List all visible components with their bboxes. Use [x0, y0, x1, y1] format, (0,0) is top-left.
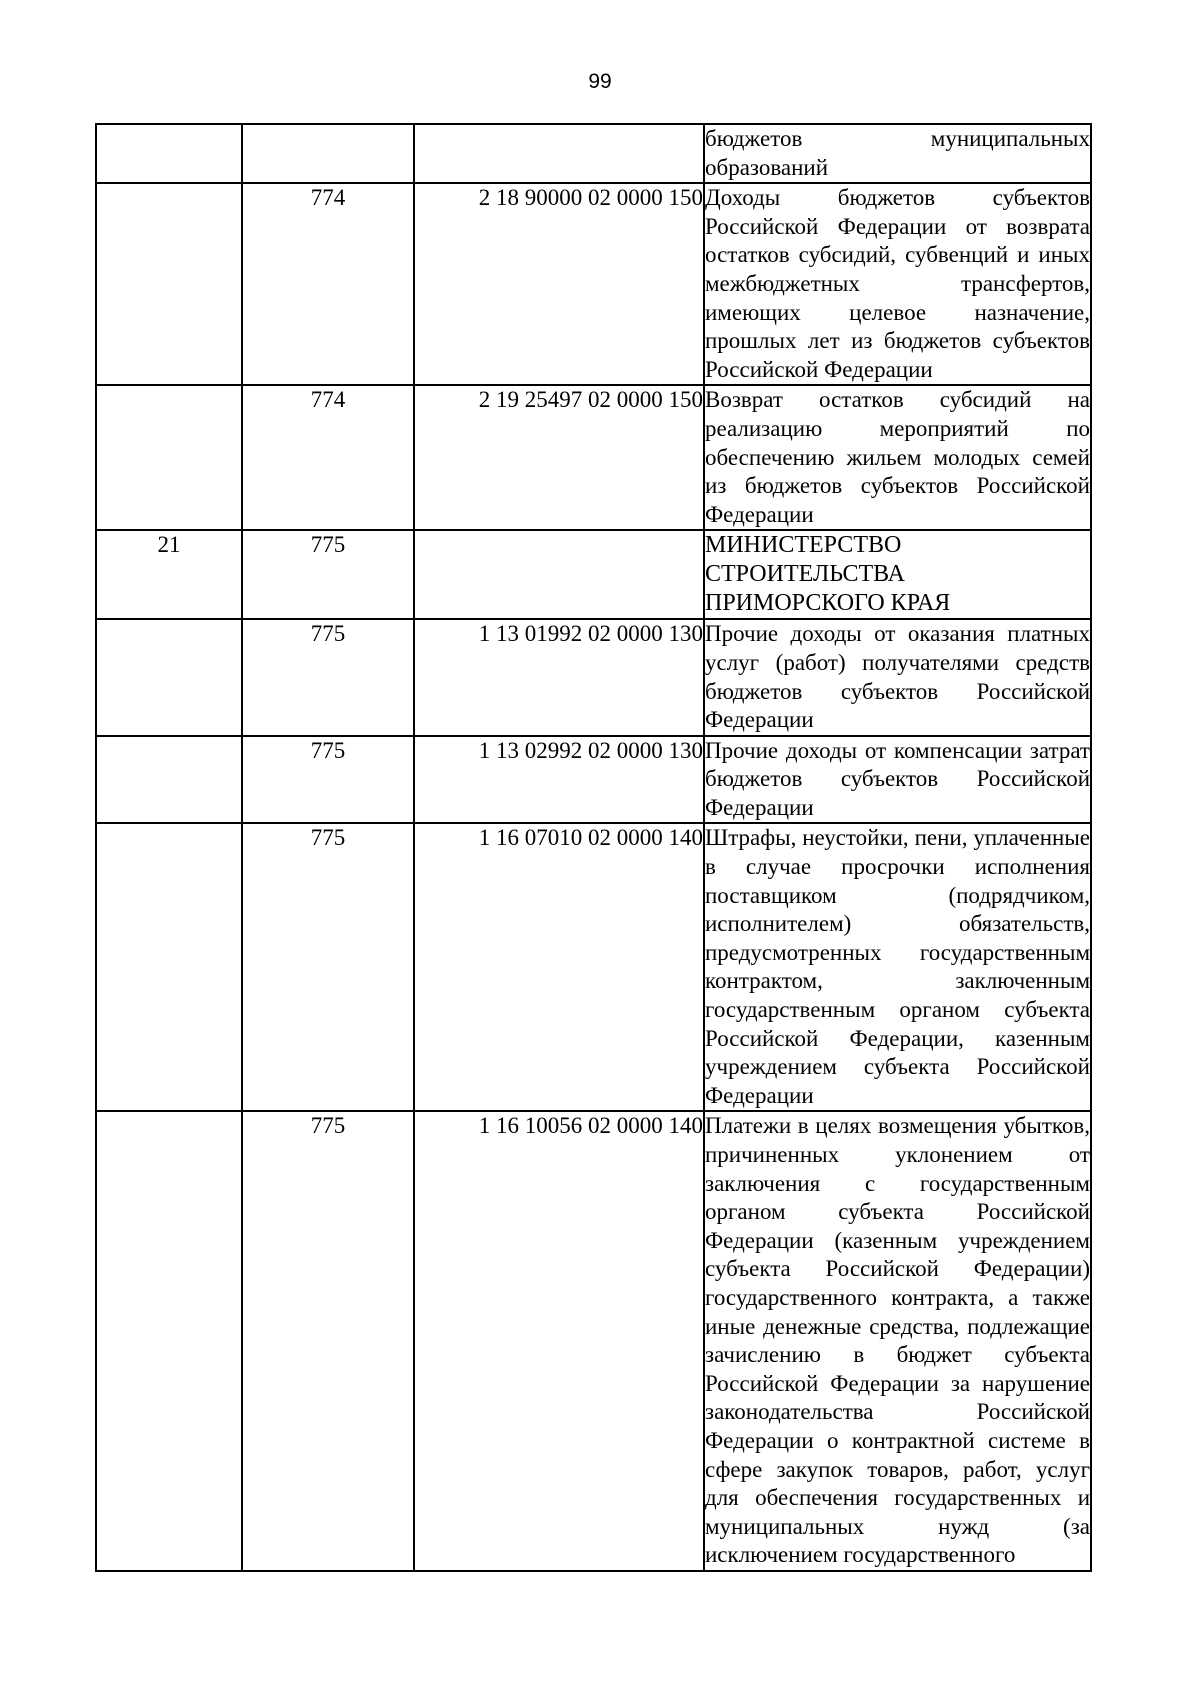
budget-code-cell: [414, 530, 704, 619]
row-number-cell: [96, 823, 242, 1111]
admin-code-cell: [242, 124, 414, 183]
table-row-section-heading: [96, 530, 1091, 619]
description-cell: Возврат остатков субсидий на реализацию мероприятий по обеспечению жильем молодых семей из бюджетов субъектов Российской Федерации: [704, 385, 1091, 530]
description-cell: бюджетов муниципальных образований: [704, 124, 1091, 183]
budget-code-cell: 2 19 25497 02 0000 150: [414, 385, 704, 530]
admin-code-cell: 774: [242, 183, 414, 385]
row-number-cell: [96, 385, 242, 530]
table-row: [96, 823, 1091, 1111]
admin-code-cell: 775: [242, 619, 414, 735]
description-cell: Прочие доходы от оказания платных услуг (работ) получателями средств бюджетов субъектов Российской Федерации: [704, 619, 1091, 735]
description-cell: Платежи в целях возмещения убытков, причиненных уклонением от заключения с государственным органом субъекта Российской Федерации (казенным учреждением субъекта Российской Федерации) государственного контракта, а также иные денежные средства, подлежащие зачислению в бюджет субъекта Российской Федерации за нарушение законодательства Российской Федерации о контрактной системе в сфере закупок товаров, работ, услуг для обеспечения государственных и муниципальных нужд (за исключением государственного: [704, 1111, 1091, 1571]
budget-code-cell: 1 13 01992 02 0000 130: [414, 619, 704, 735]
description-cell: Прочие доходы от компенсации затрат бюджетов субъектов Российской Федерации: [704, 736, 1091, 824]
admin-code-cell: 775: [242, 530, 414, 619]
row-number-cell: 21: [96, 530, 242, 619]
table-row: [96, 385, 1091, 530]
page-number: 99: [588, 70, 612, 93]
budget-code-cell: 2 18 90000 02 0000 150: [414, 183, 704, 385]
revenue-codes-table: [95, 123, 1092, 1572]
row-number-cell: [96, 736, 242, 824]
table-row: [96, 1111, 1091, 1571]
description-cell: Доходы бюджетов субъектов Российской Федерации от возврата остатков субсидий, субвенций и иных межбюджетных трансфертов, имеющих целевое назначение, прошлых лет из бюджетов субъектов Российской Федерации: [704, 183, 1091, 385]
row-number-cell: [96, 124, 242, 183]
admin-code-cell: 775: [242, 736, 414, 824]
budget-code-cell: [414, 124, 704, 183]
table-row: [96, 619, 1091, 735]
row-number-cell: [96, 619, 242, 735]
admin-code-cell: 775: [242, 823, 414, 1111]
section-heading-cell: МИНИСТЕРСТВО СТРОИТЕЛЬСТВА ПРИМОРСКОГО КРАЯ: [704, 530, 1091, 619]
budget-code-cell: 1 16 10056 02 0000 140: [414, 1111, 704, 1571]
table-row: [96, 183, 1091, 385]
row-number-cell: [96, 183, 242, 385]
budget-code-cell: 1 16 07010 02 0000 140: [414, 823, 704, 1111]
admin-code-cell: 774: [242, 385, 414, 530]
description-cell: Штрафы, неустойки, пени, уплаченные в случае просрочки исполнения поставщиком (подрядчиком, исполнителем) обязательств, предусмотренных государственным контрактом, заключенным государственным органом субъекта Российской Федерации, казенным учреждением субъекта Российской Федерации: [704, 823, 1091, 1111]
budget-code-cell: 1 13 02992 02 0000 130: [414, 736, 704, 824]
table-row: [96, 124, 1091, 183]
row-number-cell: [96, 1111, 242, 1571]
table-row: [96, 736, 1091, 824]
admin-code-cell: 775: [242, 1111, 414, 1571]
